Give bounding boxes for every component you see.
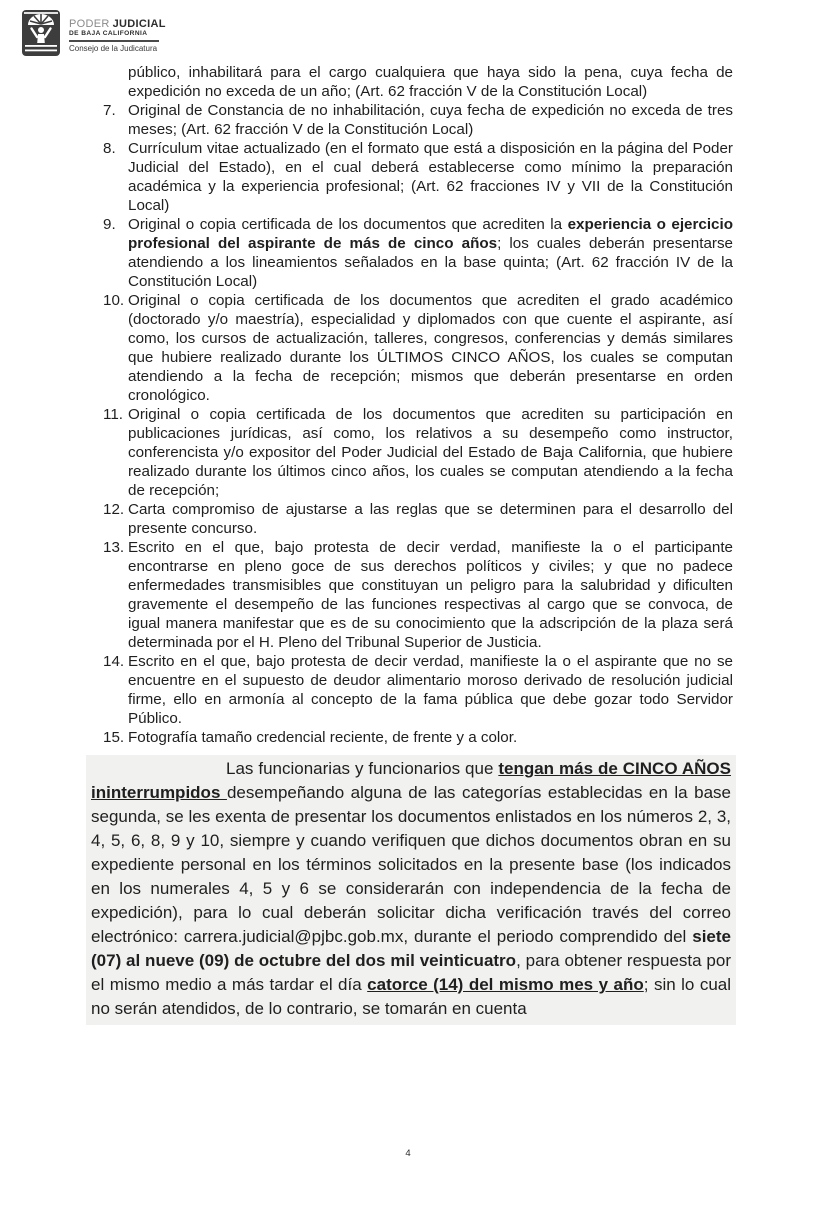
- text-run: ; los cuales deberán presentarse atendiendo a los lineamientos señalados en la base quinta; (Art. 62 fracción IV de la Constitución Local): [128, 235, 733, 290]
- highlight-paragraph: [86, 755, 736, 1025]
- list-item: [90, 405, 733, 500]
- text-run: Original de Constancia de no inhabilitación, cuya fecha de expedición no exceda de tres meses; (Art. 62 fracción V de la Constitución Local): [128, 102, 733, 138]
- text-run: catorce (14) del mismo mes y año: [367, 975, 644, 994]
- list-item-number: 14.: [103, 653, 125, 670]
- list-item-text: [128, 292, 733, 404]
- continuation-paragraph: [128, 63, 733, 101]
- text-run: experiencia o ejercicio profesional del aspirante de más de cinco años: [128, 216, 734, 252]
- text-run: , para obtener respuesta por el mismo medio a más tardar el día: [91, 951, 731, 994]
- text-run: siete (07) al nueve (09) de octubre del dos mil veinticuatro: [91, 927, 731, 970]
- list-item-number: 8.: [103, 140, 116, 157]
- list-item-number: 12.: [103, 501, 125, 518]
- list-item-text: [128, 653, 733, 727]
- list-item-number: 15.: [103, 729, 125, 746]
- text-run: Las funcionarias y funcionarios que: [226, 759, 499, 778]
- list-item-text: [128, 539, 733, 651]
- list-item: [90, 101, 733, 139]
- list-item-text: [128, 406, 733, 499]
- text-run: Original o copia certificada de los documentos que acrediten el grado académico (doctorado y/o maestría), especialidad y diplomados con que cuente el aspirante, así como, los cursos de actualización, talleres, congresos, conferencias y demás similares que hubiere realizado durante los ÚLTIMOS CINCO AÑOS, los cuales se computan atendiendo a la fecha de recepción; mismos que deberán presentarse en orden cronológico.: [128, 292, 733, 404]
- list-item-text: [128, 729, 517, 746]
- text-run: Escrito en el que, bajo protesta de decir verdad, manifieste la o el aspirante que no se encuentre en el supuesto de deudor alimentario moroso derivado de resolución judicial firme, ello en armonía al concepto de la fama pública que debe gozar todo Servidor Público.: [128, 653, 733, 727]
- text-run: desempeñando alguna de las categorías establecidas en la base segunda, se les exenta de presentar los documentos enlistados en los números 2, 3, 4, 5, 6, 8, 9 y 10, siempre y cuando verifiquen que dichos documentos obran en su expediente personal en los términos solicitados en la presente base (los indicados en los numerales 4, 5 y 6 se considerarán con independencia de la fecha de expedición), para lo cual deberán solicitar dicha verificación través del correo electrónico: carrera.judicial@pjbc.gob.mx, durante el periodo comprendido del: [91, 783, 731, 946]
- pjbc-emblem-icon: [20, 8, 62, 63]
- list-item-text: [128, 216, 733, 290]
- text-run: Currículum vitae actualizado (en el formato que está a disposición en la página del Poder Judicial del Estado), en el cual deberá establecerse como mínimo la preparación académica y la experiencia profesional; (Art. 62 fracciones IV y VII de la Constitución Local): [128, 140, 733, 214]
- text-run: ; sin lo cual no serán atendidos, de lo contrario, se tomarán en cuenta: [91, 975, 732, 1018]
- text-run: Carta compromiso de ajustarse a las reglas que se determinen para el desarrollo del presente concurso.: [128, 501, 733, 537]
- text-run: Original o copia certificada de los documentos que acrediten la: [128, 216, 568, 233]
- list-item-number: 9.: [103, 216, 116, 233]
- list-item: [90, 291, 733, 405]
- document-body: [90, 63, 733, 1025]
- logo-org-sub: DE BAJA CALIFORNIA: [69, 30, 148, 37]
- logo-org-light: PODER: [69, 18, 110, 30]
- list-item-number: 10.: [103, 292, 125, 309]
- list-item-number: 13.: [103, 539, 125, 556]
- list-item-text: [128, 501, 733, 537]
- list-item-number: 7.: [103, 102, 116, 119]
- list-item: [90, 500, 733, 538]
- list-item-text: [128, 102, 733, 138]
- list-item: [90, 538, 733, 652]
- list-item: [90, 139, 733, 215]
- text-run: Original o copia certificada de los documentos que acrediten su participación en publicaciones jurídicas, así como, los relativos a su desempeño como instructor, conferencista y/o expositor del Poder Judicial del Estado de Baja California, que hubiere realizado durante los últimos cinco años, los cuales se computan atendiendo a la fecha de recepción;: [128, 406, 733, 499]
- logo-division: Consejo de la Judicatura: [69, 44, 158, 53]
- requirements-list: [90, 101, 733, 747]
- list-item: [90, 215, 733, 291]
- page-number: 4: [405, 1148, 411, 1159]
- text-run: tengan más de CINCO AÑOS ininterrumpidos: [91, 759, 731, 802]
- logo-divider: [69, 40, 159, 42]
- text-run: público, inhabilitará para el cargo cualquiera que haya sido la pena, cuya fecha de expedición no exceda de un año; (Art. 62 fracción V de la Constitución Local): [128, 64, 733, 100]
- text-run: Fotografía tamaño credencial reciente, de frente y a color.: [128, 729, 518, 746]
- list-item-number: 11.: [103, 406, 123, 423]
- logo-org-bold: JUDICIAL: [112, 18, 166, 30]
- pjbc-logo: [20, 8, 166, 63]
- logo-org-name: [69, 18, 166, 30]
- list-item: [90, 728, 733, 747]
- list-item: [90, 652, 733, 728]
- logo-text: [69, 18, 166, 53]
- list-item-text: [128, 140, 733, 214]
- text-run: Escrito en el que, bajo protesta de decir verdad, manifieste la o el participante encontrarse en pleno goce de sus derechos políticos y civiles; y que no padece enfermedades transmisibles que constituyan un peligro para la salubridad y dificulten gravemente el desempeño de las funciones respectivas al cargo que se convoca, de igual manera manifestar que es de su conocimiento que la adscripción de la plaza será determinada por el H. Pleno del Tribunal Superior de Justicia.: [128, 539, 733, 651]
